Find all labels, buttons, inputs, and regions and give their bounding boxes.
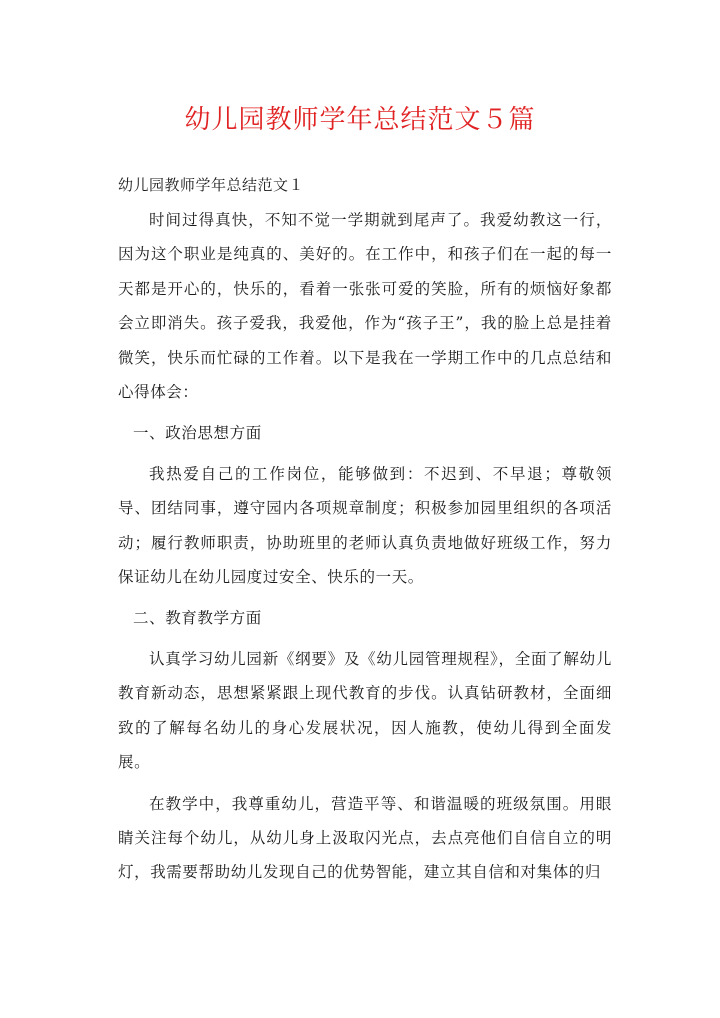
- paragraph-teaching-study: 认真学习幼儿园新《纲要》及《幼儿园管理规程》，全面了解幼儿教育新动态，思想紧紧跟上现代教育的步伐。认真钻研教材，全面细致的了解每名幼儿的身心发展状况，因人施教，使幼儿得到全面发展。: [118, 649, 612, 772]
- paragraph-political: 我热爱自己的工作岗位，能够做到：不迟到、不早退；尊敬领导、团结同事，遵守园内各项规章制度；积极参加园里组织的各项活动；履行教师职责，协助班里的老师认真负责地做好班级工作，努力保证幼儿在幼儿园度过安全、快乐的一天。: [118, 464, 612, 587]
- document-subtitle: 幼儿园教师学年总结范文１: [118, 176, 305, 194]
- document-title: 幼儿园教师学年总结范文５篇: [184, 105, 536, 135]
- section-heading-political: 一、政治思想方面: [133, 424, 262, 443]
- document-body: [118, 168, 612, 897]
- paragraph-intro: 时间过得真快，不知不觉一学期就到尾声了。我爱幼教这一行，因为这个职业是纯真的、美好的。在工作中，和孩子们在一起的每一天都是开心的，快乐的，看着一张张可爱的笑脸，所有的烦恼好象都会立即消失。孩子爱我，我爱他，作为“孩子王”，我的脸上总是挂着微笑，快乐而忙碌的工作着。以下是我在一学期工作中的几点总结和心得体会：: [118, 211, 612, 402]
- paragraph-teaching-practice: 在教学中，我尊重幼儿，营造平等、和谐温暖的班级氛围。用眼睛关注每个幼儿，从幼儿身上汲取闪光点，去点亮他们自信自立的明灯，我需要帮助幼儿发现自己的优势智能，建立其自信和对集体的归: [118, 794, 612, 882]
- section-heading-teaching: 二、教育教学方面: [133, 609, 262, 628]
